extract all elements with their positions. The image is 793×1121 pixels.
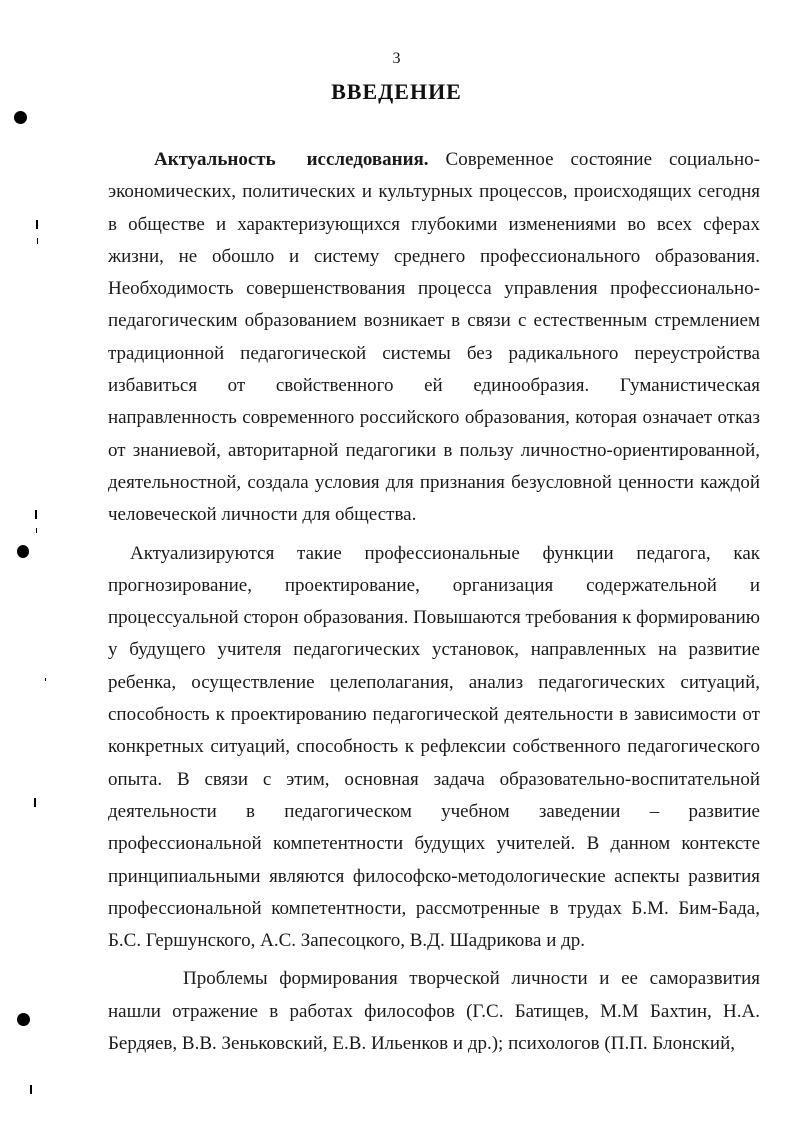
scan-mark xyxy=(30,1085,32,1094)
paragraph: Проблемы формирования творческой личности и ее саморазвития нашли отражение в работах философов (Г.С. Батищев, М.М Бахтин, Н.А. Бердяев, В.В. Зеньковский, Е.В. Ильенков и др.); психологов (П.П. Блонский, xyxy=(108,968,760,1055)
scan-mark xyxy=(37,238,38,244)
paragraph-lead: Актуальность исследования. xyxy=(154,149,429,170)
scan-mark xyxy=(35,510,37,519)
scan-mark xyxy=(17,545,29,558)
scan-mark xyxy=(36,220,38,229)
page-number: 3 xyxy=(392,50,401,67)
scan-mark xyxy=(36,528,37,533)
body-text xyxy=(108,144,760,1066)
page-title: ВВЕДЕНИЕ xyxy=(331,79,462,104)
scan-mark xyxy=(17,1013,30,1026)
scan-mark xyxy=(34,798,36,807)
paragraph: Актуализируются такие профессиональные функции педагога, как прогнозирование, проектирование, организация содержательной и процессуальной сторон образования. Повышаются требования к формированию у будущего учителя педагогических установок, направленных на развитие ребенка, осуществление целеполагания, анализ педагогических ситуаций, способность к проектированию педагогической деятельности в зависимости от конкретных ситуаций, способность к рефлексии собственного педагогического опыта. В связи с этим, основная задача образовательно-воспитательной деятельности в педагогическом учебном заведении – развитие профессиональной компетентности будущих учителей. В данном контексте принципиальными являются философско-методологические аспекты развития профессиональной компетентности, рассмотренные в трудах Б.М. Бим-Бада, Б.С. Гершунского, А.С. Запесоцкого, В.Д. Шадрикова и др. xyxy=(108,542,760,952)
scan-mark xyxy=(14,111,27,124)
scan-mark xyxy=(45,678,46,681)
paragraph xyxy=(108,144,760,532)
paragraph-text: Современное состояние социально-экономических, политических и культурных процессов, происходящих сегодня в обществе и характеризующихся глубокими изменениями во всех сферах жизни, не обошло и систему среднего профессионального образования. Необходимость совершенствования процесса управления профессионально-педагогическим образованием возникает в связи с естественным стремлением традиционной педагогической системы без радикального переустройства избавиться от свойственного ей единообразия. Гуманистическая направленность современного российского образования, которая означает отказ от знаниевой, авторитарной педагогики в пользу личностно-ориентированной, деятельностной, создала условия для признания безусловной ценности каждой человеческой личности для общества. xyxy=(108,149,760,526)
